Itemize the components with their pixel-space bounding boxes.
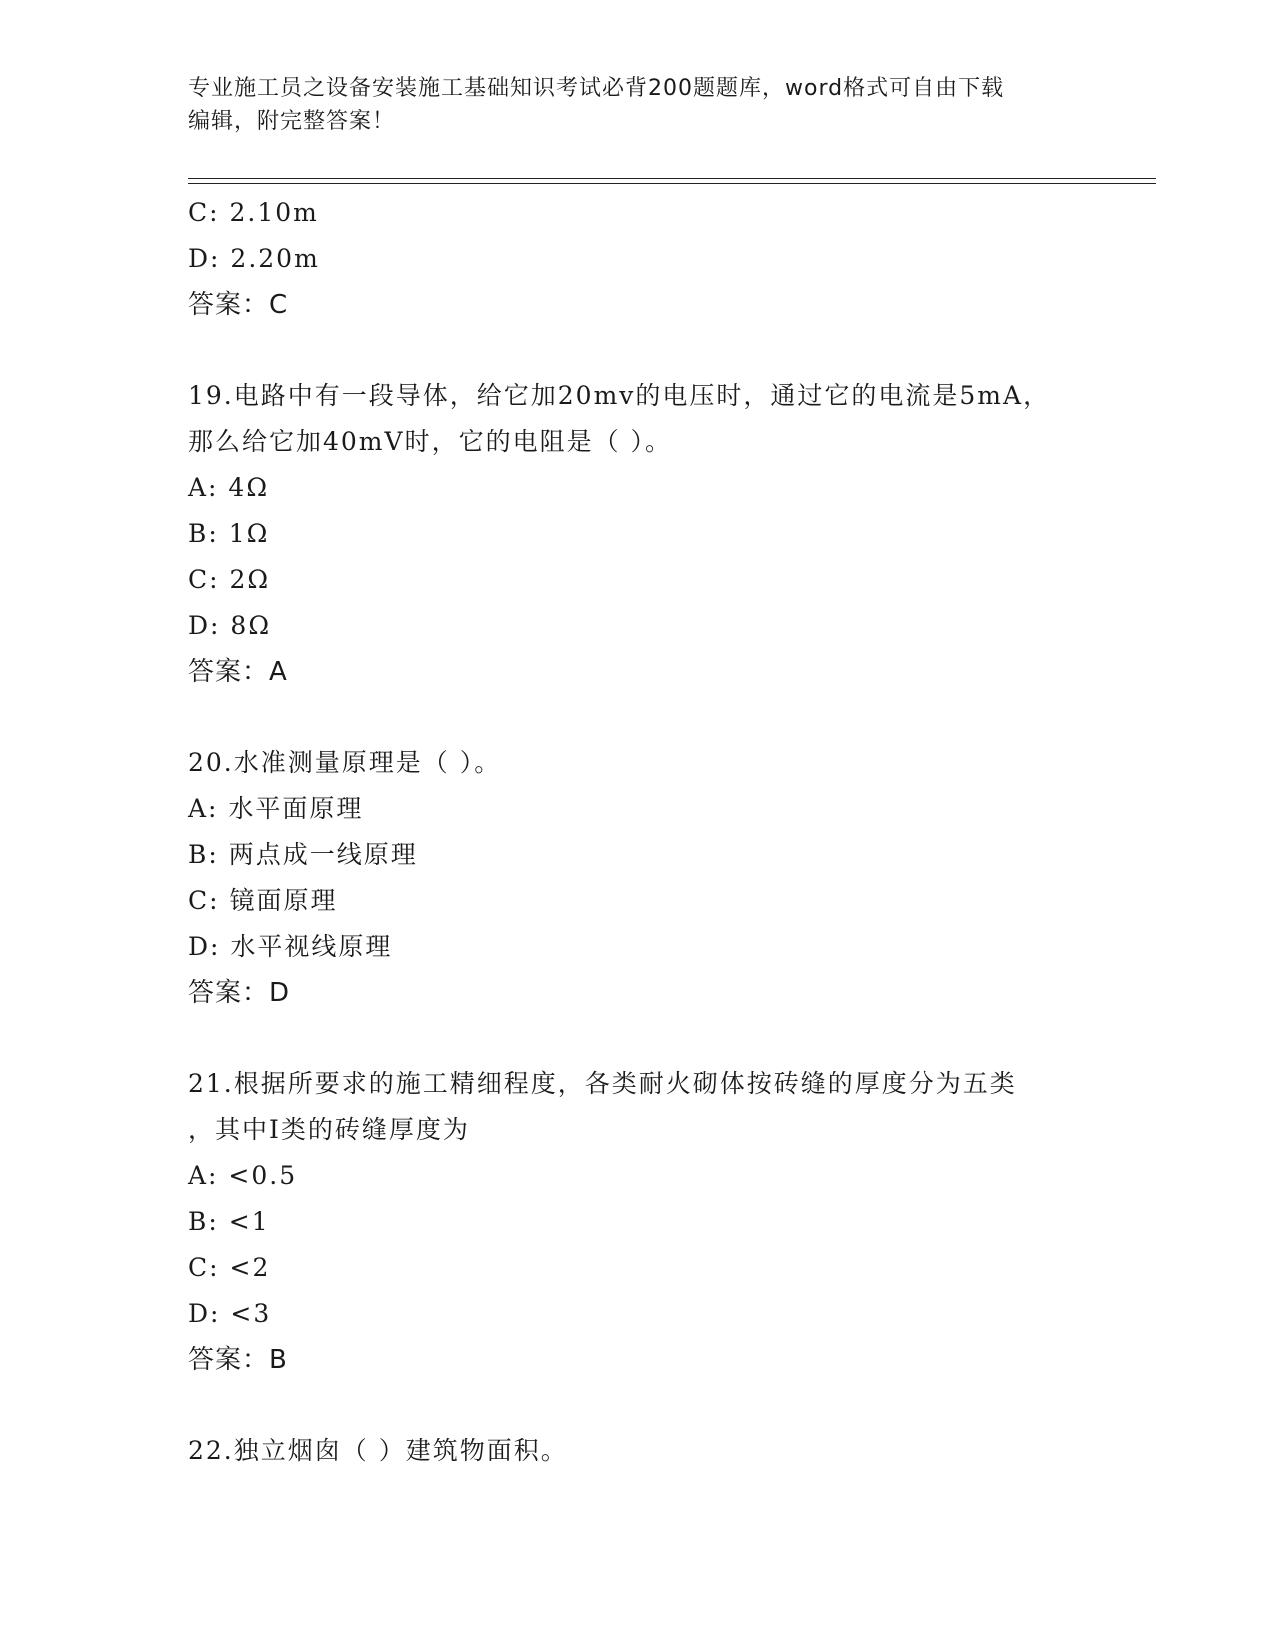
header-title-line-1: 专业施工员之设备安装施工基础知识考试必背200题题库，word格式可自由下载 xyxy=(188,76,1005,101)
answer: 答案：B xyxy=(188,1345,288,1375)
option-d: D: <3 xyxy=(188,1299,272,1328)
option-b: B: 两点成一线原理 xyxy=(188,840,418,869)
option-a: A: <0.5 xyxy=(188,1161,298,1190)
option-a: A: 水平面原理 xyxy=(188,794,364,823)
question-20 xyxy=(188,740,1088,1016)
option-c: C: 镜面原理 xyxy=(188,886,338,915)
option-b: B: <1 xyxy=(188,1207,270,1236)
question-stem-continued: ，其中I类的砖缝厚度为 xyxy=(188,1115,470,1144)
question-stem: 20.水准测量原理是（ ）。 xyxy=(188,748,502,777)
option-c: C: <2 xyxy=(188,1253,271,1282)
option-a: A: 4Ω xyxy=(188,473,270,502)
question-21 xyxy=(188,1061,1088,1383)
document-header xyxy=(188,72,1088,138)
question-19 xyxy=(188,373,1088,695)
answer: 答案：D xyxy=(188,978,291,1008)
header-divider-bottom xyxy=(188,183,1156,184)
option-c: C: 2.10m xyxy=(188,198,319,227)
question-stem: 21.根据所要求的施工精细程度，各类耐火砌体按砖缝的厚度分为五类 xyxy=(188,1069,1017,1098)
question-stem-continued: 那么给它加40mV时，它的电阻是（ ）。 xyxy=(188,427,673,456)
question-stem: 22.独立烟囱（ ）建筑物面积。 xyxy=(188,1436,568,1465)
option-d: D: 水平视线原理 xyxy=(188,932,393,961)
header-divider-top xyxy=(188,178,1156,179)
option-d: D: 8Ω xyxy=(188,611,272,640)
option-c: C: 2Ω xyxy=(188,565,271,594)
header-title-line-2: 编辑，附完整答案！ xyxy=(188,109,396,134)
question-18-tail xyxy=(188,190,1088,328)
option-b: B: 1Ω xyxy=(188,519,270,548)
question-stem: 19.电路中有一段导体，给它加20mv的电压时，通过它的电流是5mA， xyxy=(188,381,1051,410)
answer: 答案：C xyxy=(188,290,289,320)
answer: 答案：A xyxy=(188,657,288,687)
option-d: D: 2.20m xyxy=(188,244,320,273)
question-22 xyxy=(188,1428,1088,1474)
question-list xyxy=(188,190,1088,1474)
